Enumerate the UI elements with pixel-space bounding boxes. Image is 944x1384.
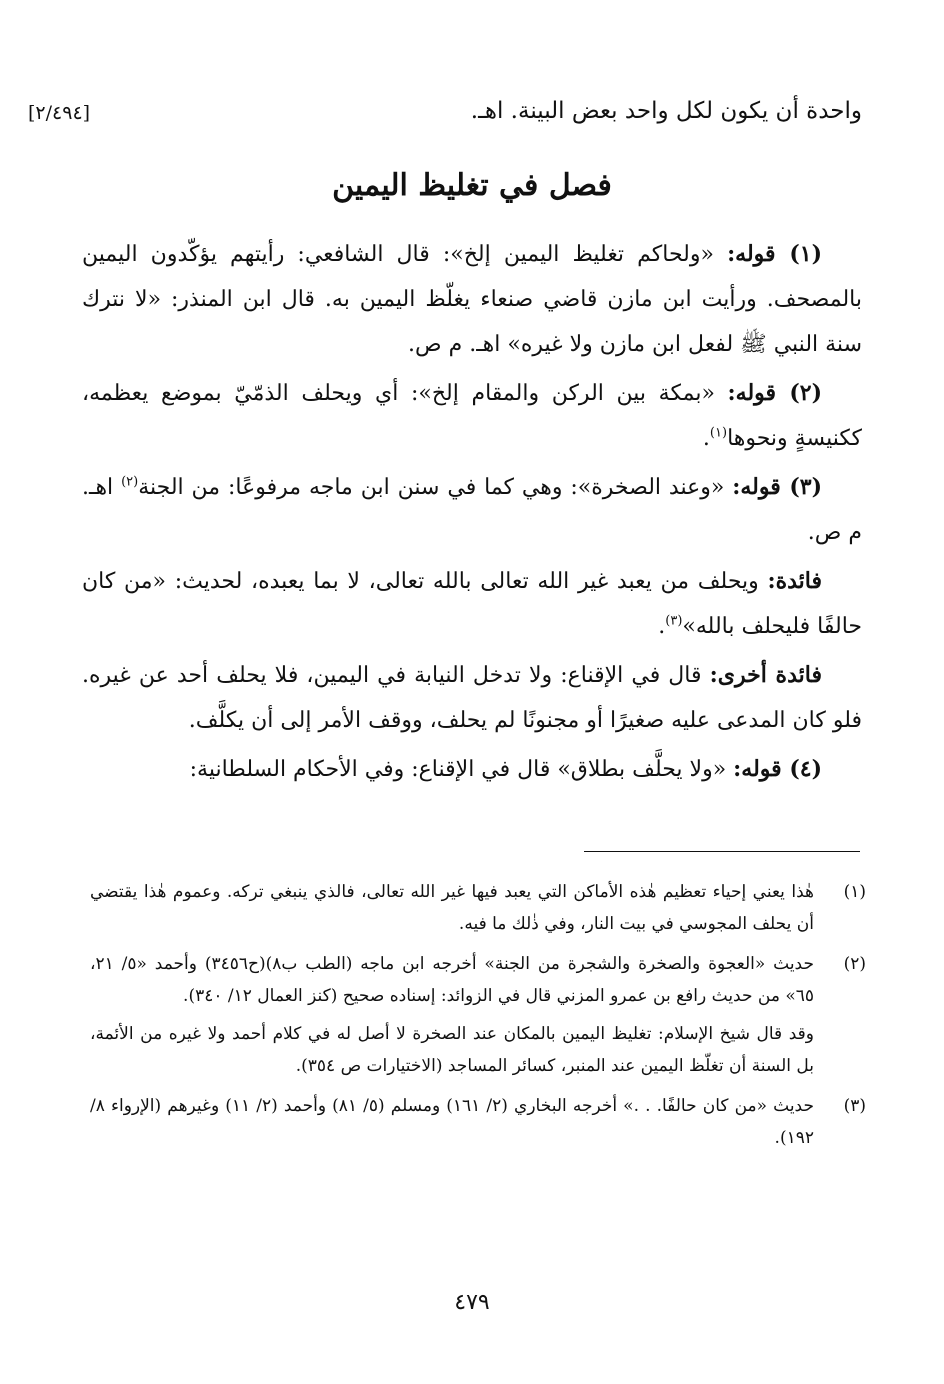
footnote-2 [90, 948, 866, 1082]
paragraph-tail: . [658, 614, 666, 639]
paragraph-tail: اهـ. م ص. [82, 475, 862, 545]
paragraph-body: «وعند الصخرة»: وهي كما في سنن ابن ماجه مرفوعًا: من الجنة [138, 475, 733, 500]
top-line [28, 98, 862, 138]
footnote-marker[interactable]: (٣) [665, 613, 683, 629]
paragraph-lead: فائدة: [767, 568, 822, 594]
footnote-marker[interactable]: (٢) [121, 474, 139, 490]
footnote-text: حديث «العجوة والصخرة والشجرة من الجنة» أخرجه ابن ماجه (الطب ب٨)(ح٣٤٥٦) وأحمد «٥/ ٢١، ٦٥» من حديث رافع بن عمرو المزني قال في الزوائد: إسناده صحيح (كنز العمال ١٢/ ٣٤٠). [90, 954, 814, 1006]
paragraph-body: ويحلف من يعبد غير الله تعالى بالله تعالى، لا بما يعبده، لحديث: «من كان حالفًا فليحلف بالله» [82, 569, 862, 639]
footnote-number: (٣) [843, 1096, 866, 1116]
footnote-number: (٢) [843, 954, 866, 974]
footnote-number: (١) [843, 882, 866, 902]
footnote-divider [584, 851, 860, 852]
paragraph-lead: (٣) قوله: [732, 474, 822, 500]
paragraph-body: «بمكة بين الركن والمقام إلخ»: أي ويحلف الذمّيّ بموضع يعظمه، ككنيسةٍ ونحوها [82, 381, 862, 451]
paragraph-lead: (١) قوله: [727, 241, 822, 267]
paragraph-2 [82, 371, 862, 461]
footnote-1 [90, 876, 866, 940]
paragraph-6 [82, 747, 862, 792]
paragraph-3 [82, 465, 862, 555]
footnotes [90, 876, 866, 1162]
paragraph-1 [82, 232, 862, 367]
footnote-marker[interactable]: (١) [709, 425, 728, 441]
section-title: فصل في تغليظ اليمين [332, 168, 612, 203]
paragraph-lead: (٢) قوله: [727, 380, 822, 406]
continuation-text: واحدة أن يكون لكل واحد بعض البينة. اهـ. [470, 98, 862, 124]
paragraph-5 [82, 653, 862, 743]
page-number: ٤٧٩ [454, 1290, 490, 1315]
paragraph-tail: . [702, 426, 710, 451]
footnote-3 [90, 1090, 866, 1154]
paragraph-body: «ولا يحلَّف بطلاق» قال في الإقناع: وفي الأحكام السلطانية: [189, 757, 734, 782]
paragraph-lead: فائدة أخرى: [709, 662, 822, 688]
paragraph-body: «ولحاكم تغليظ اليمين إلخ»: قال الشافعي: رأيتهم يؤكّدون اليمين بالمصحف. ورأيت ابن مازن قاضي صنعاء يغلّظ اليمين به. قال ابن المنذر: «لا نترك سنة النبي ﷺ لفعل ابن مازن ولا غيره» اهـ. م ص. [82, 242, 862, 357]
footnote-text-continued: وقد قال شيخ الإسلام: تغليظ اليمين بالمكان عند الصخرة لا أصل له في كلام أحمد ولا غيره من الأئمة، بل السنة أن تغلّظ اليمين عند المنبر، كسائر المساجد (الاختيارات ص ٣٥٤). [90, 1024, 814, 1076]
footnote-text: حديث «من كان حالفًا. . .» أخرجه البخاري (٢/ ١٦١) ومسلم (٥/ ٨١) وأحمد (٢/ ١١) وغيرهم (الإرواء ٨/ ١٩٢). [90, 1096, 814, 1148]
main-text [82, 232, 862, 796]
page-reference: [٢/٤٩٤] [28, 102, 91, 124]
footnote-text: هٰذا يعني إحياء تعظيم هٰذه الأماكن التي يعبد فيها غير الله تعالى، فالذي ينبغي تركه. وعموم هٰذا يقتضي أن يحلف المجوسي في بيت النار، وفي ذٰلك ما فيه. [90, 882, 814, 934]
paragraph-lead: (٤) قوله: [733, 756, 822, 782]
paragraph-body: قال في الإقناع: ولا تدخل النيابة في اليمين، فلا يحلف أحد عن غيره. فلو كان المدعى عليه صغيرًا أو مجنونًا لم يحلف، ووقف الأمر إلى أن يكلَّف. [82, 663, 862, 733]
paragraph-4 [82, 559, 862, 649]
